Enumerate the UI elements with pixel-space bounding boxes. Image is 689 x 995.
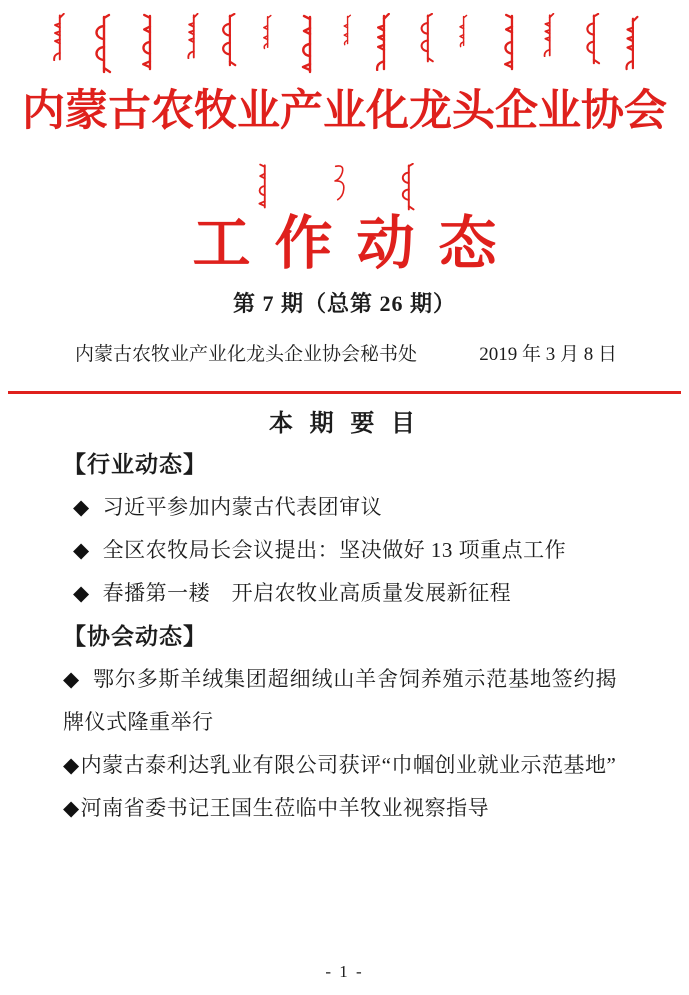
section-header-association: 【协会动态】 <box>63 623 207 650</box>
publisher-name: 内蒙古农牧业产业化龙头企业协会秘书处 <box>75 344 418 366</box>
diamond-bullet-icon: ◆ <box>63 796 80 821</box>
toc-item-text: 内蒙古泰利达乳业有限公司获评“巾帼创业就业示范基地” <box>80 753 617 778</box>
contents-title: 本 期 要 目 <box>268 410 420 438</box>
toc-item <box>63 529 617 572</box>
diamond-bullet-icon: ◆ <box>63 667 80 692</box>
diamond-bullet-icon: ◆ <box>73 495 90 520</box>
toc-item <box>63 744 617 787</box>
toc-item-text: 全区农牧局长会议提出：坚决做好 13 项重点工作 <box>102 538 567 563</box>
diamond-bullet-icon: ◆ <box>73 581 90 606</box>
publish-date: 2019 年 3 月 8 日 <box>479 344 617 366</box>
toc-item <box>63 572 617 615</box>
association-name-title: 内蒙古农牧业产业化龙头企业协会 <box>22 88 667 135</box>
red-divider-rule <box>8 391 681 394</box>
toc-item <box>63 787 617 830</box>
toc-item-text: 鄂尔多斯羊绒集团超细绒山羊舍饲养殖示范基地签约揭牌仪式隆重举行 <box>63 667 617 735</box>
publisher-date-row <box>0 339 689 366</box>
section-header-industry: 【行业动态】 <box>63 451 207 478</box>
issue-number: 第 7 期（总第 26 期） <box>232 291 456 317</box>
toc-item <box>63 486 617 529</box>
toc-item-text: 河南省委书记王国生莅临中羊牧业视察指导 <box>80 796 490 821</box>
page-number: - 1 - <box>325 962 364 981</box>
bulletin-title: 工作动态 <box>192 210 521 276</box>
toc-item <box>63 658 617 744</box>
mongolian-script-subtitle-icon <box>245 163 445 211</box>
diamond-bullet-icon: ◆ <box>73 538 90 563</box>
diamond-bullet-icon: ◆ <box>63 753 80 778</box>
toc-item-text: 春播第一耧 开启农牧业高质量发展新征程 <box>102 581 512 606</box>
mongolian-script-banner-icon <box>49 13 641 79</box>
toc-item-text: 习近平参加内蒙古代表团审议 <box>102 495 383 520</box>
table-of-contents <box>0 438 689 830</box>
